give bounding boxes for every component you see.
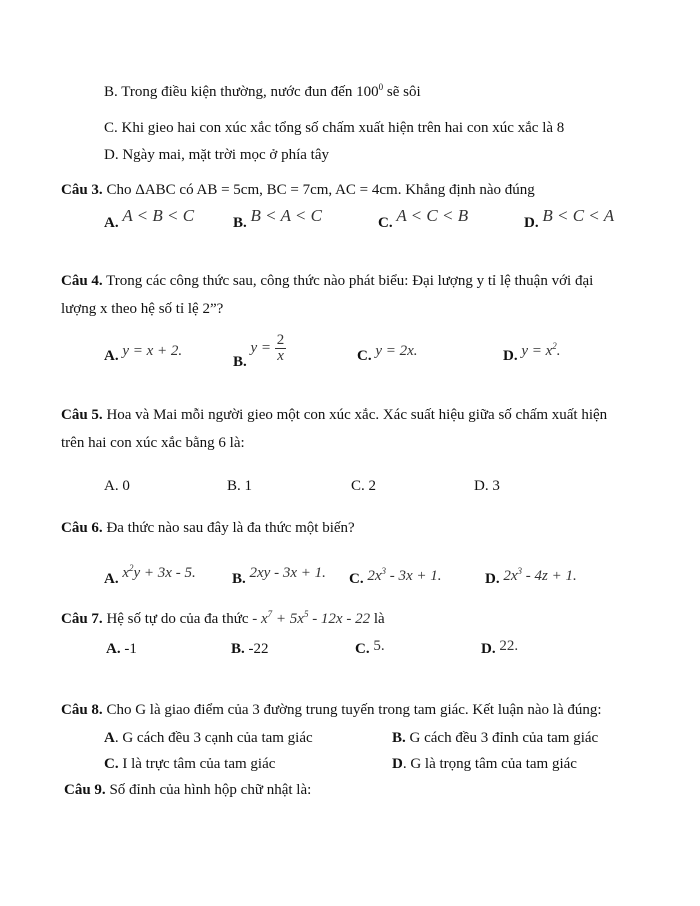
question-text: Cho ΔABC có AB = 5cm, BC = 7cm, AC = 4cm. Khẳng định nào đúng [102, 182, 535, 198]
formula: 2x [367, 568, 382, 584]
option-text: . G cách đều 3 cạnh của tam giác [114, 730, 313, 746]
question-text: Hoa và Mai mỗi người gieo một con xúc xắc. Xác suất hiệu giữa số chấm xuất hiện [102, 407, 608, 423]
q7-option-b[interactable] [231, 640, 269, 658]
angle-formula: B < A < C [250, 206, 322, 225]
question-text: Hệ số tự do của đa thức [102, 611, 249, 627]
option-letter: B. [231, 641, 245, 657]
q6-option-d[interactable] [485, 566, 577, 588]
q3-option-c[interactable] [378, 206, 469, 232]
formula-tail: - 4z + 1. [522, 568, 577, 584]
q5-option-c[interactable]: C. 2 [351, 478, 377, 494]
q8-option-b[interactable] [392, 729, 598, 747]
option-letter: D. [503, 348, 518, 364]
question-label: Câu 3. [61, 182, 103, 198]
option-letter: C. [104, 756, 119, 772]
option-letter: C. [349, 571, 364, 587]
q5-option-a[interactable]: A. 0 [104, 478, 130, 494]
poly-term: - x [252, 611, 268, 627]
q6-option-a[interactable] [104, 563, 196, 588]
fraction-formula [250, 332, 287, 364]
option-letter: D. [481, 641, 496, 657]
poly-term: + 5x [272, 611, 304, 627]
q3-option-d[interactable] [524, 206, 615, 232]
q7-option-c[interactable] [355, 640, 385, 658]
option-value: 22. [495, 638, 519, 654]
q3-option-a[interactable] [104, 206, 195, 232]
angle-formula: A < C < B [396, 206, 469, 225]
question-9 [64, 781, 311, 799]
option-letter: D. [524, 215, 539, 231]
question-5-cont: trên hai con xúc xắc bằng 6 là: [61, 435, 245, 451]
option-text: B. Trong điều kiện thường, nước đun đến 100 [104, 84, 379, 100]
formula-tail: - 3x + 1. [386, 568, 442, 584]
q4-option-b[interactable] [233, 332, 286, 378]
exponent: 7 [267, 609, 273, 619]
option-letter: B. [232, 571, 246, 587]
option-letter: A. [104, 571, 119, 587]
exponent: 3 [381, 566, 387, 576]
q4-option-d[interactable] [503, 341, 561, 365]
angle-formula: B < C < A [542, 206, 615, 225]
option-text-end: sẽ sôi [383, 84, 421, 100]
question-text: Cho G là giao điểm của 3 đường trung tuyến trong tam giác. Kết luận nào là đúng: [102, 702, 602, 718]
option-letter: A [104, 730, 115, 746]
q7-option-a[interactable] [106, 640, 137, 658]
question-7 [61, 610, 385, 628]
option-letter: B. [392, 730, 406, 746]
exponent: 2 [129, 563, 134, 573]
option-letter: A. [106, 641, 121, 657]
q5-option-d[interactable]: D. 3 [474, 478, 500, 494]
q8-option-a[interactable] [104, 729, 313, 747]
question-6 [61, 519, 355, 537]
formula: y = 2x. [375, 343, 418, 359]
q6-option-c[interactable] [349, 566, 442, 588]
question-3 [61, 181, 535, 199]
option-value: -1 [120, 641, 137, 657]
option-text: . G là trọng tâm của tam giác [402, 756, 577, 772]
formula: y = x [521, 343, 553, 359]
formula: 2x [503, 568, 518, 584]
option-text: G cách đều 3 đỉnh của tam giác [405, 730, 599, 746]
question-label: Câu 9. [64, 782, 106, 798]
question-text: Trong các công thức sau, công thức nào phát biểu: Đại lượng y tỉ lệ thuận với đại [102, 273, 594, 289]
option-letter: C. [357, 348, 372, 364]
q6-option-b[interactable] [232, 565, 326, 588]
q8-option-d[interactable] [392, 755, 577, 773]
option-b-prev [104, 83, 421, 101]
numerator: 2 [276, 332, 285, 348]
question-label: Câu 8. [61, 702, 103, 718]
option-d-prev: D. Ngày mai, mặt trời mọc ở phía tây [104, 147, 329, 163]
question-text: Số đỉnh của hình hộp chữ nhật là: [105, 782, 312, 798]
option-letter: C. [378, 215, 393, 231]
option-value: -22 [244, 641, 269, 657]
question-4 [61, 272, 593, 290]
question-label: Câu 6. [61, 520, 103, 536]
q8-option-c[interactable] [104, 755, 275, 773]
q5-option-b[interactable]: B. 1 [227, 478, 253, 494]
poly-term: - 12x - 22 [308, 611, 371, 627]
option-letter: A. [104, 348, 119, 364]
option-value: 5. [369, 638, 385, 654]
formula-tail: y + 3x - 5. [133, 565, 196, 581]
q4-option-c[interactable] [357, 343, 418, 365]
formula-tail: . [556, 343, 561, 359]
question-5 [61, 406, 607, 424]
fraction [275, 333, 287, 364]
option-letter: D [392, 756, 403, 772]
formula: x [122, 565, 130, 581]
angle-formula: A < B < C [122, 206, 195, 225]
exponent: 5 [303, 609, 309, 619]
option-text: I là trực tâm của tam giác [118, 756, 276, 772]
formula-lhs: y = [250, 339, 272, 356]
question-text: Đa thức nào sau đây là đa thức một biến? [102, 520, 355, 536]
formula: 2xy - 3x + 1. [249, 565, 326, 581]
q7-option-d[interactable] [481, 640, 518, 658]
option-letter: B. [233, 353, 247, 370]
option-letter: B. [233, 215, 247, 231]
question-tail: là [370, 611, 385, 627]
q3-option-b[interactable] [233, 206, 322, 232]
option-c-prev: C. Khi gieo hai con xúc xắc tổng số chấm xuất hiện trên hai con xúc xắc là 8 [104, 120, 565, 136]
exponent: 2 [552, 341, 557, 351]
denominator: x [277, 348, 284, 364]
question-label: Câu 5. [61, 407, 103, 423]
polynomial [252, 611, 370, 627]
question-label: Câu 4. [61, 273, 103, 289]
question-4-cont: lượng x theo hệ số tỉ lệ 2”? [61, 301, 224, 317]
option-letter: C. [355, 641, 370, 657]
q4-option-a[interactable] [104, 343, 183, 365]
question-label: Câu 7. [61, 611, 103, 627]
option-letter: A. [104, 215, 119, 231]
formula: y = x + 2. [122, 343, 183, 359]
exponent: 3 [517, 566, 523, 576]
degree-sup: 0 [378, 82, 384, 92]
option-letter: D. [485, 571, 500, 587]
question-8 [61, 701, 602, 719]
